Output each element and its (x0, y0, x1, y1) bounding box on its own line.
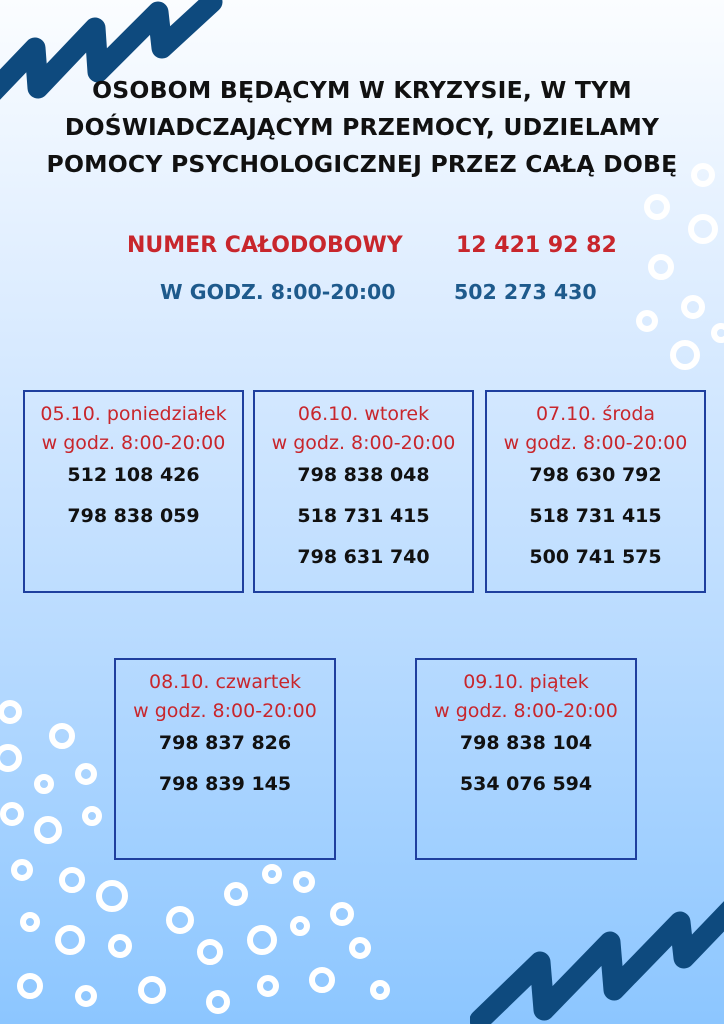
hotline-number-daytime: 502 273 430 (454, 280, 597, 304)
headline-line: POMOCY PSYCHOLOGICZNEJ PRZEZ CAŁĄ DOBĘ (46, 150, 678, 178)
phone-number: 798 630 792 (529, 464, 662, 486)
card-day-label: 06.10. wtorek (297, 403, 430, 425)
card-day-label: 08.10. czwartek (148, 671, 302, 693)
card-hours-label: w godz. 8:00-20:00 (434, 700, 618, 722)
hotline-label-24h: NUMER CAŁODOBOWY (127, 233, 403, 258)
schedule-card-thursday (114, 658, 336, 860)
phone-number: 798 838 104 (459, 732, 593, 754)
schedule-card-friday (415, 658, 637, 860)
headline-line: OSOBOM BĘDĄCYM W KRYZYSIE, W TYM (92, 76, 632, 104)
schedule-card-tuesday (253, 390, 474, 593)
card-hours-label: w godz. 8:00-20:00 (41, 432, 226, 454)
card-day-label: 07.10. środa (535, 403, 656, 425)
phone-number: 798 838 059 (67, 505, 200, 527)
phone-number: 798 631 740 (297, 546, 430, 568)
page-title (0, 72, 724, 183)
card-hours-label: w godz. 8:00-20:00 (503, 432, 688, 454)
card-day-label: 09.10. piątek (463, 671, 589, 693)
phone-number: 534 076 594 (459, 773, 593, 795)
phone-number: 500 741 575 (529, 546, 662, 568)
brush-stroke-bottom-right-icon (470, 870, 724, 1024)
card-day-label: 05.10. poniedziałek (40, 403, 227, 425)
dots-pattern-right-icon (625, 155, 724, 380)
phone-number: 518 731 415 (297, 505, 430, 527)
card-hours-label: w godz. 8:00-20:00 (133, 700, 317, 722)
card-hours-label: w godz. 8:00-20:00 (271, 432, 456, 454)
phone-number: 518 731 415 (529, 505, 662, 527)
phone-number: 798 838 048 (297, 464, 430, 486)
phone-number: 512 108 426 (67, 464, 200, 486)
phone-number: 798 839 145 (158, 773, 292, 795)
headline-line: DOŚWIADCZAJĄCYM PRZEMOCY, UDZIELAMY (64, 113, 660, 141)
hotline-label-daytime: W GODZ. 8:00-20:00 (160, 280, 396, 304)
schedule-card-wednesday (485, 390, 706, 593)
phone-number: 798 837 826 (158, 732, 292, 754)
hotline-number-24h: 12 421 92 82 (456, 233, 617, 258)
schedule-card-monday (23, 390, 244, 593)
